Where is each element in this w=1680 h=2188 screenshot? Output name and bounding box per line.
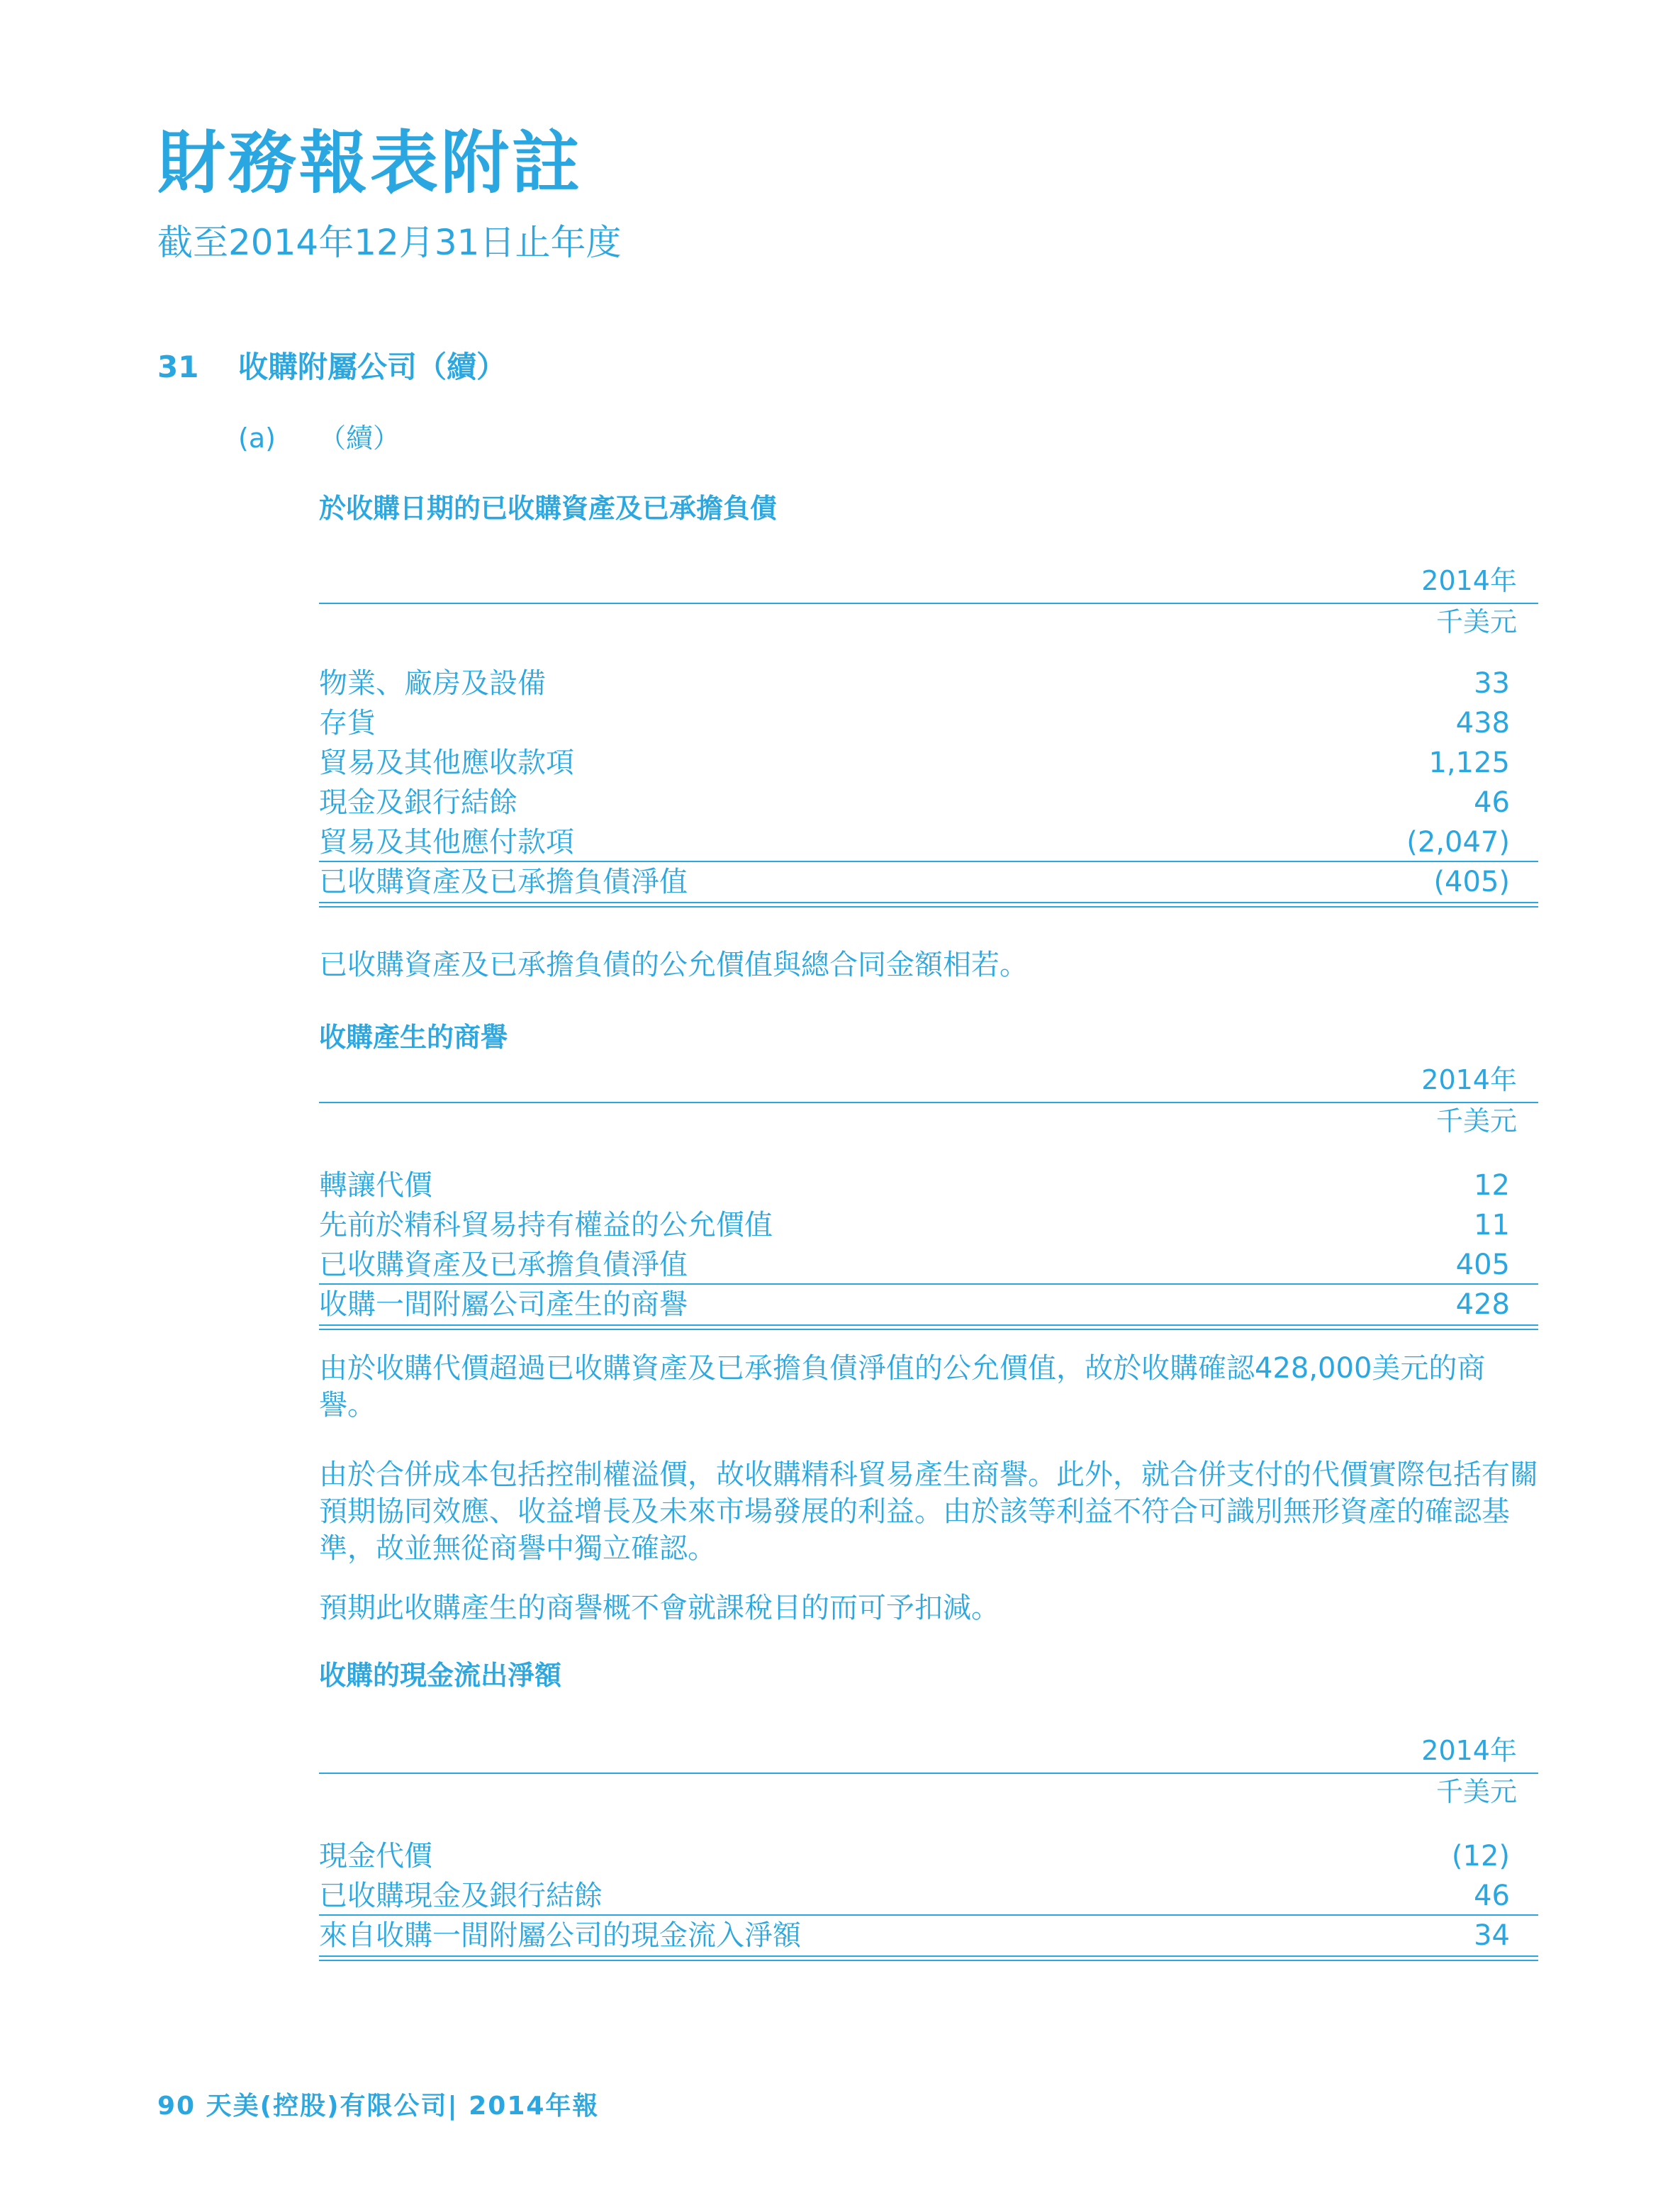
total-value: 428	[1455, 1288, 1510, 1321]
table3-double-rule-2	[319, 1960, 1538, 1961]
table3-col-unit: 千美元	[1435, 1776, 1517, 1807]
row-value: 33	[1474, 667, 1510, 700]
row-value: 11	[1474, 1209, 1510, 1241]
subsection-continued: （續）	[319, 423, 401, 454]
table-row	[319, 1876, 1538, 1916]
table-row	[319, 703, 1538, 743]
table2-double-rule-2	[319, 1329, 1538, 1330]
table2-double-rule-1	[319, 1324, 1538, 1326]
table2-col-year: 2014年	[1421, 1064, 1517, 1095]
table3-header-rule	[319, 1773, 1538, 1774]
table1-header-rule	[319, 603, 1538, 604]
row-label: 貿易及其他應收款項	[319, 747, 574, 779]
page-title: 財務報表附註	[157, 123, 583, 203]
table2-col-unit: 千美元	[1435, 1105, 1517, 1137]
total-label: 收購一間附屬公司產生的商譽	[319, 1288, 688, 1321]
row-value: 46	[1474, 1880, 1510, 1912]
table-row	[319, 664, 1538, 703]
row-label: 已收購資產及已承擔負債淨值	[319, 1249, 688, 1281]
row-label: 現金及銀行結餘	[319, 786, 517, 819]
table1-col-unit: 千美元	[1435, 606, 1517, 637]
table3-heading: 收購的現金流出淨額	[319, 1660, 562, 1691]
table-total-row	[319, 1285, 1538, 1324]
page-subtitle: 截至2014年12月31日止年度	[157, 222, 622, 263]
goodwill-paragraph-2: 由於合併成本包括控制權溢價，故收購精科貿易產生商譽。此外，就合併支付的代價實際包括有關預期協同效應、收益增長及未來市場發展的利益。由於該等利益不符合可識別無形資產的確認基準，故並無從商譽中獨立確認。	[319, 1458, 1538, 1565]
page-footer: 90 天美(控股)有限公司| 2014年報	[157, 2092, 600, 2121]
row-value: 46	[1474, 786, 1510, 819]
table2	[319, 1064, 1538, 1326]
table2-heading: 收購產生的商譽	[319, 1022, 508, 1053]
row-value: 12	[1474, 1169, 1510, 1202]
row-label: 轉讓代價	[319, 1169, 432, 1202]
table-total-row	[319, 862, 1538, 902]
table1-col-year: 2014年	[1421, 565, 1517, 596]
table-row	[319, 1166, 1538, 1205]
row-value: (12)	[1451, 1840, 1510, 1872]
table1-double-rule-1	[319, 902, 1538, 903]
row-label: 先前於精科貿易持有權益的公允價值	[319, 1209, 773, 1241]
row-value: (2,047)	[1406, 826, 1510, 859]
table1-note: 已收購資產及已承擔負債的公允價值與總合同金額相若。	[319, 949, 1028, 981]
total-value: 34	[1474, 1919, 1510, 1952]
total-value: (405)	[1433, 866, 1510, 898]
table-total-row	[319, 1916, 1538, 1955]
row-value: 438	[1455, 707, 1510, 739]
section-title: 收購附屬公司（續）	[238, 350, 507, 384]
row-label: 現金代價	[319, 1840, 432, 1872]
section-number: 31	[157, 350, 199, 384]
row-label: 已收購現金及銀行結餘	[319, 1880, 603, 1912]
total-label: 來自收購一間附屬公司的現金流入淨額	[319, 1919, 801, 1952]
row-value: 405	[1455, 1249, 1510, 1281]
total-label: 已收購資產及已承擔負債淨值	[319, 866, 688, 898]
subsection-label: (a)	[238, 423, 276, 454]
table-row	[319, 822, 1538, 862]
goodwill-paragraph-1: 由於收購代價超過已收購資產及已承擔負債淨值的公允價值，故於收購確認428,000美元的商譽。	[319, 1352, 1486, 1422]
row-label: 貿易及其他應付款項	[319, 826, 574, 859]
row-label: 物業、廠房及設備	[319, 667, 546, 700]
table2-header-rule	[319, 1102, 1538, 1103]
table-row	[319, 743, 1538, 783]
table-row	[319, 1245, 1538, 1285]
table3-double-rule-1	[319, 1955, 1538, 1957]
table-row	[319, 783, 1538, 822]
table1-heading: 於收購日期的已收購資產及已承擔負債	[319, 493, 778, 524]
row-label: 存貨	[319, 707, 376, 739]
table1	[319, 564, 1538, 912]
table3-col-year: 2014年	[1421, 1735, 1517, 1766]
table1-double-rule-2	[319, 906, 1538, 908]
table3	[319, 1734, 1538, 1961]
table-row	[319, 1836, 1538, 1876]
row-value: 1,125	[1428, 747, 1510, 779]
table-row	[319, 1205, 1538, 1245]
goodwill-paragraph-3: 預期此收購產生的商譽概不會就課稅目的而可予扣減。	[319, 1592, 999, 1624]
